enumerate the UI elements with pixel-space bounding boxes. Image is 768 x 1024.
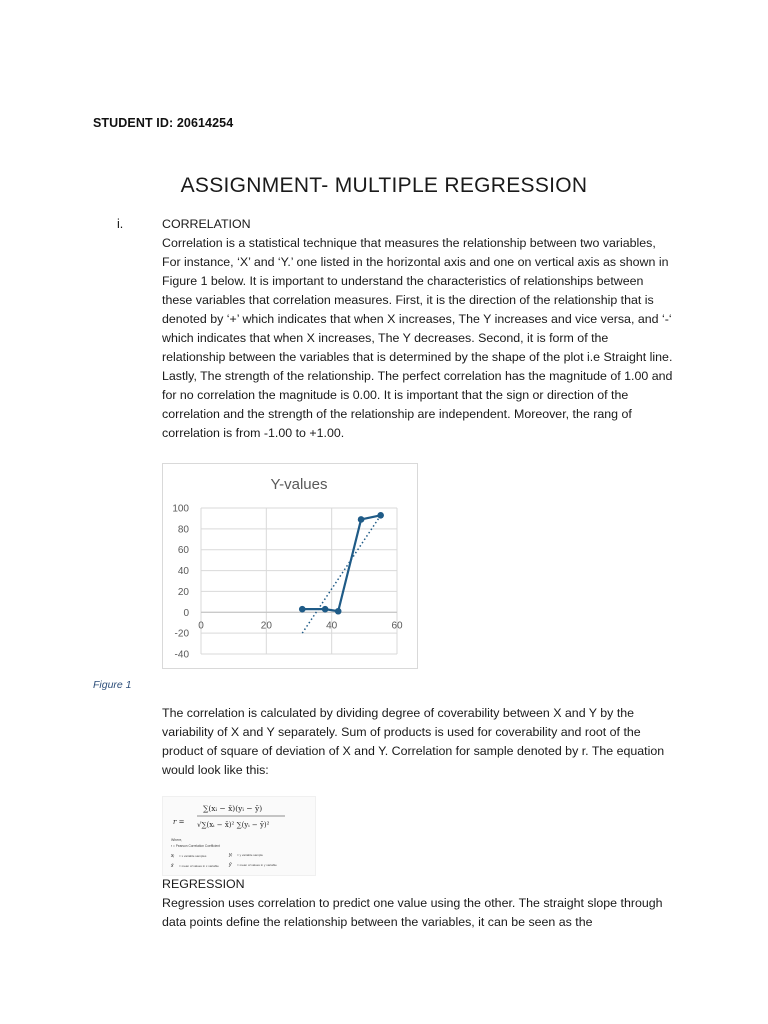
- y-tick-label-20: 20: [177, 586, 189, 598]
- correlation-heading: CORRELATION: [162, 217, 251, 231]
- formula-ybar-symbol: ȳ: [229, 862, 232, 868]
- document-title: ASSIGNMENT- MULTIPLE REGRESSION: [180, 174, 588, 197]
- linear-trendline: [302, 515, 380, 633]
- correlation-paragraph: Correlation is a statistical technique that measures the relationship between two variables, For instance, ‘X’ and ‘Y.’ one listed in the horizontal axis and one on vertical axis as shown in Figure 1 below. It is important to understand the characteristics of relationships between these variables that correlation measures. First, it is the direction of the relationship that is denoted by ‘+’ which indicates that when X increases, The Y increases and vice versa, and ‘-‘ which indicates that when X increases, The Y decreases. Second, it is form of the relationship between the variables that is determined by the shape of the plot i.e Straight line. Lastly, The strength of the relationship. The perfect correlation has the magnitude of 1.00 and for no correlation the magnitude is 0.00. It is important that the sign or direction of the correlation and the strength of the relationship are independent. Moreover, the rang of correlation is from -1.00 to +1.00.: [162, 236, 673, 440]
- data-point-2: [335, 608, 342, 615]
- regression-section: [162, 875, 674, 932]
- formula-ybar-definition: = mean of values in y variable: [237, 863, 277, 867]
- chart-svg: [163, 464, 417, 668]
- y-tick-label--20: -20: [174, 628, 189, 640]
- data-point-3: [358, 516, 365, 523]
- y-tick-label-0: 0: [183, 607, 189, 619]
- y-tick-label-80: 80: [177, 524, 189, 536]
- formula-x-symbol: xᵢ: [171, 853, 175, 859]
- series-line-0: [302, 515, 380, 611]
- formula-xbar-definition: = mean of values in x variable: [179, 864, 219, 868]
- formula-svg: [163, 797, 315, 875]
- formula-where: Where,: [171, 838, 183, 842]
- y-values-chart: [162, 463, 418, 669]
- formula-lhs: r =: [173, 818, 185, 826]
- regression-paragraph: Regression uses correlation to predict one value using the other. The straight slope through data points define the relationship between the variables, it can be seen as the: [162, 896, 663, 929]
- y-tick-label-40: 40: [177, 566, 189, 578]
- formula-r-definition: r = Pearson Correlation Coefficient: [171, 844, 220, 848]
- calculation-paragraph: The correlation is calculated by dividing degree of coverability between X and Y by the variability of X and Y separately. Sum of products is used for coverability and root of the product of square of deviation of X and Y. Correlation for sample denoted by r. The equation would look like this:: [162, 706, 665, 777]
- data-point-4: [377, 512, 384, 519]
- formula-xbar-symbol: x̄: [171, 863, 174, 869]
- data-point-0: [299, 606, 306, 613]
- x-tick-label-20: 20: [260, 620, 272, 632]
- formula-numerator: ∑(xᵢ − x̄)(yᵢ − ȳ): [203, 804, 263, 813]
- data-point-1: [322, 606, 329, 613]
- figure-caption: Figure 1: [93, 679, 132, 691]
- y-tick-label--40: -40: [174, 649, 189, 661]
- regression-heading: REGRESSION: [162, 877, 245, 891]
- x-tick-label-0: 0: [198, 620, 204, 632]
- formula-x-definition: = x variable samples: [179, 854, 207, 858]
- formula-y-definition: = y variable sample: [237, 853, 263, 857]
- correlation-section: [162, 215, 674, 443]
- formula-denominator: √∑(xᵢ − x̄)² ∑(yᵢ − ȳ)²: [197, 821, 270, 829]
- section-number: i.: [117, 217, 124, 231]
- x-tick-label-60: 60: [391, 620, 403, 632]
- student-id: STUDENT ID: 20614254: [93, 116, 234, 130]
- y-tick-label-100: 100: [172, 503, 189, 515]
- x-tick-label-40: 40: [326, 620, 338, 632]
- correlation-formula-image: [162, 796, 316, 876]
- chart-title: Y-values: [270, 476, 328, 493]
- formula-y-symbol: yᵢ: [229, 852, 233, 858]
- y-tick-label-60: 60: [177, 545, 189, 557]
